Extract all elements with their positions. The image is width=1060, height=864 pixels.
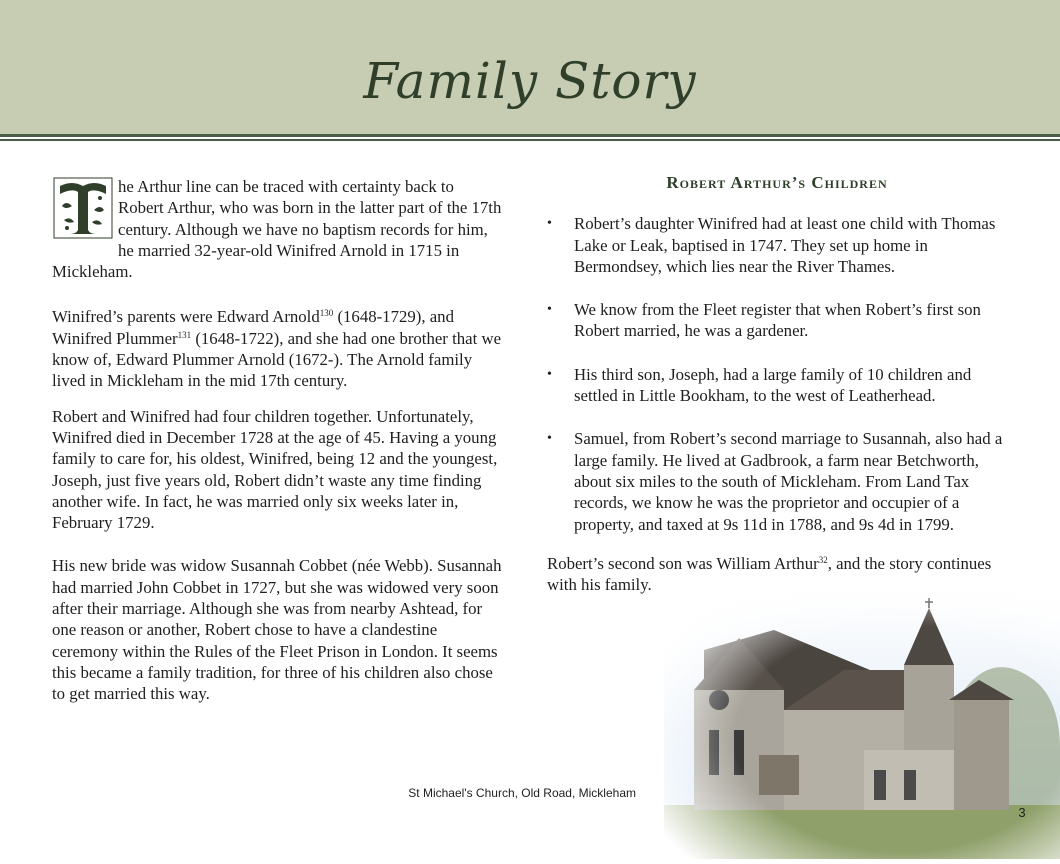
rule-thick	[0, 134, 1060, 137]
children-list	[547, 213, 1007, 535]
list-item: • We know from the Fleet register that when Robert’s first son Robert married, he was a gardener.	[547, 299, 1007, 342]
rule-thin	[0, 139, 1060, 141]
list-item: • His third son, Joseph, had a large family of 10 children and settled in Little Bookham, to the west of Leatherhead.	[547, 364, 1007, 407]
church-illustration-icon	[664, 590, 1060, 859]
closing-part-b: , and the story continues with his family.	[547, 553, 992, 595]
page-number: 3	[1018, 805, 1026, 820]
paragraph-3: Robert and Winifred had four children together. Unfortunately, Winifred died in December 1728 at the age of 45. Having a young family to care for, his oldest, Winifred, being 12 and the youngest, Joseph, just five years old, Robert didn’t waste any time finding another wife. In fact, he was married only six weeks later in, February 1729.	[52, 406, 498, 533]
footnote-ref-32: 32	[818, 554, 828, 565]
footnote-ref-130: 130	[319, 308, 334, 319]
list-item: • Samuel, from Robert’s second marriage to Susannah, also had a large family. He lived at Gadbrook, a farm near Betchworth, about six miles to the south of Mickleham. From Land Tax records, we know he was the proprietor and occupier of a property, and taxed at 9s 11d in 1788, and 9s 4d in 1799.	[547, 428, 1007, 534]
paragraph-2	[52, 296, 502, 391]
paragraph-1	[52, 176, 502, 282]
paragraph-1-text: he Arthur line can be traced with certainty back to Robert Arthur, who was born in the latter part of the 17th century. Although we have no baptism records for him, he married 32-year-old Winifred Arnold in 1715 in Mickleham.	[52, 177, 502, 282]
list-item: • Robert’s daughter Winifred had at least one child with Thomas Lake or Leak, baptised in 1747. They set up home in Bermondsey, which lies near the River Thames.	[547, 213, 1007, 277]
photo-caption: St Michael's Church, Old Road, Mickleham	[408, 786, 636, 800]
right-column	[547, 172, 1007, 595]
paragraph-4: His new bride was widow Susannah Cobbet (née Webb). Susannah had married John Cobbet in 1727, but she was widowed very soon after their marriage. Although she was from nearby Ashtead, for one reason or another, Robert chose to have a clandestine ceremony within the Rules of the Fleet Prison in London. It seems this became a family tradition, for three of his children also chose to get married this way.	[52, 556, 502, 704]
header-band	[0, 0, 1060, 134]
decorative-dropcap	[52, 176, 114, 240]
left-column	[52, 176, 502, 719]
dropcap-ornament-icon	[52, 176, 114, 240]
paragraph-2-part-c: (1648-1722), and she had one brother that we know of, Edward Plummer Arnold (1672-). The Arnold family lived in Mickleham in the mid 17th century.	[52, 328, 502, 391]
paragraph-2-part-a: Winifred’s parents were Edward Arnold	[52, 307, 320, 327]
header-rule	[0, 134, 1060, 146]
page-title: Family Story	[363, 52, 697, 110]
section-title: Robert Arthur’s Children	[666, 173, 888, 192]
paragraph-2-part-b: (1648-1729), and Winifred Plummer	[52, 307, 454, 348]
footnote-ref-131: 131	[177, 329, 192, 340]
church-photo	[664, 590, 1060, 859]
closing-part-a: Robert’s second son was William Arthur	[547, 553, 819, 573]
